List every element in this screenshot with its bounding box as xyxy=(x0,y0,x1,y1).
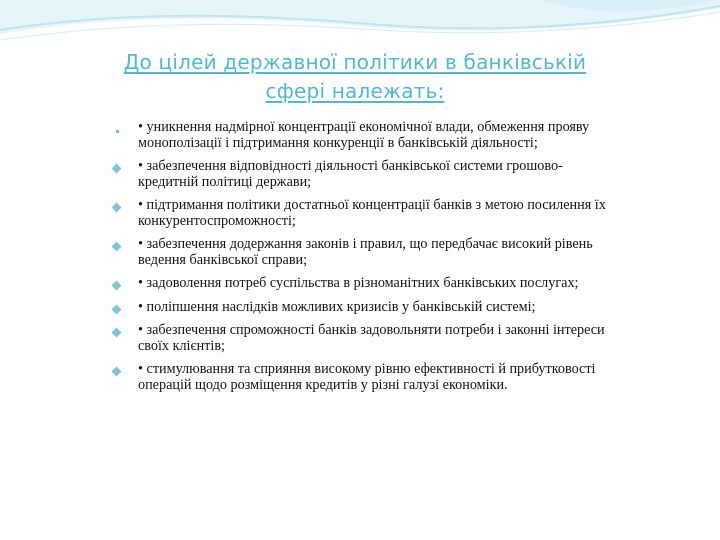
diamond-bullet-icon xyxy=(112,203,122,213)
bullet-text: • задоволення потреб суспільства в різноманітних банківських послугах; xyxy=(138,275,579,291)
bullet-text: • стимулювання та сприяння високому рівню ефективності й прибутковості операцій щодо розміщення кредитів у різні галузі економіки. xyxy=(138,361,595,393)
diamond-bullet-icon xyxy=(112,328,122,338)
list-item xyxy=(0,120,720,151)
diamond-bullet-icon xyxy=(112,367,122,377)
bullet-text: • забезпечення додержання законів і правил, що передбачає високий рівень ведення банківської справи; xyxy=(138,236,593,268)
list-item xyxy=(0,323,720,354)
diamond-bullet-icon xyxy=(112,164,122,174)
list-item xyxy=(0,276,720,292)
list-item xyxy=(0,362,720,393)
list-item xyxy=(0,198,720,229)
bullet-list xyxy=(0,120,720,401)
bullet-text: • забезпечення відповідності діяльності банківської системи грошово-кредитній політиці держави; xyxy=(138,158,563,190)
diamond-bullet-icon xyxy=(112,304,122,314)
list-item xyxy=(0,237,720,268)
bullet-text: • поліпшення наслідків можливих кризисів у банківській системі; xyxy=(138,299,536,315)
slide-title: До цілей державної політики в банківській сфері належать: xyxy=(123,50,587,103)
diamond-bullet-icon xyxy=(112,281,122,291)
bullet-text: • забезпечення спроможності банків задовольняти потреби і законні інтереси своїх клієнтів; xyxy=(138,322,605,354)
list-item xyxy=(0,300,720,316)
small-square-bullet-icon xyxy=(116,130,119,133)
bullet-text: • уникнення надмірної концентрації економічної влади, обмеження прояву монополізації і підтримання конкуренції в банківській діяльності; xyxy=(138,119,589,151)
diamond-bullet-icon xyxy=(112,242,122,252)
list-item xyxy=(0,159,720,190)
bullet-text: • підтримання політики достатньої концентрації банків з метою посилення їх конкурентоспроможності; xyxy=(138,197,606,229)
